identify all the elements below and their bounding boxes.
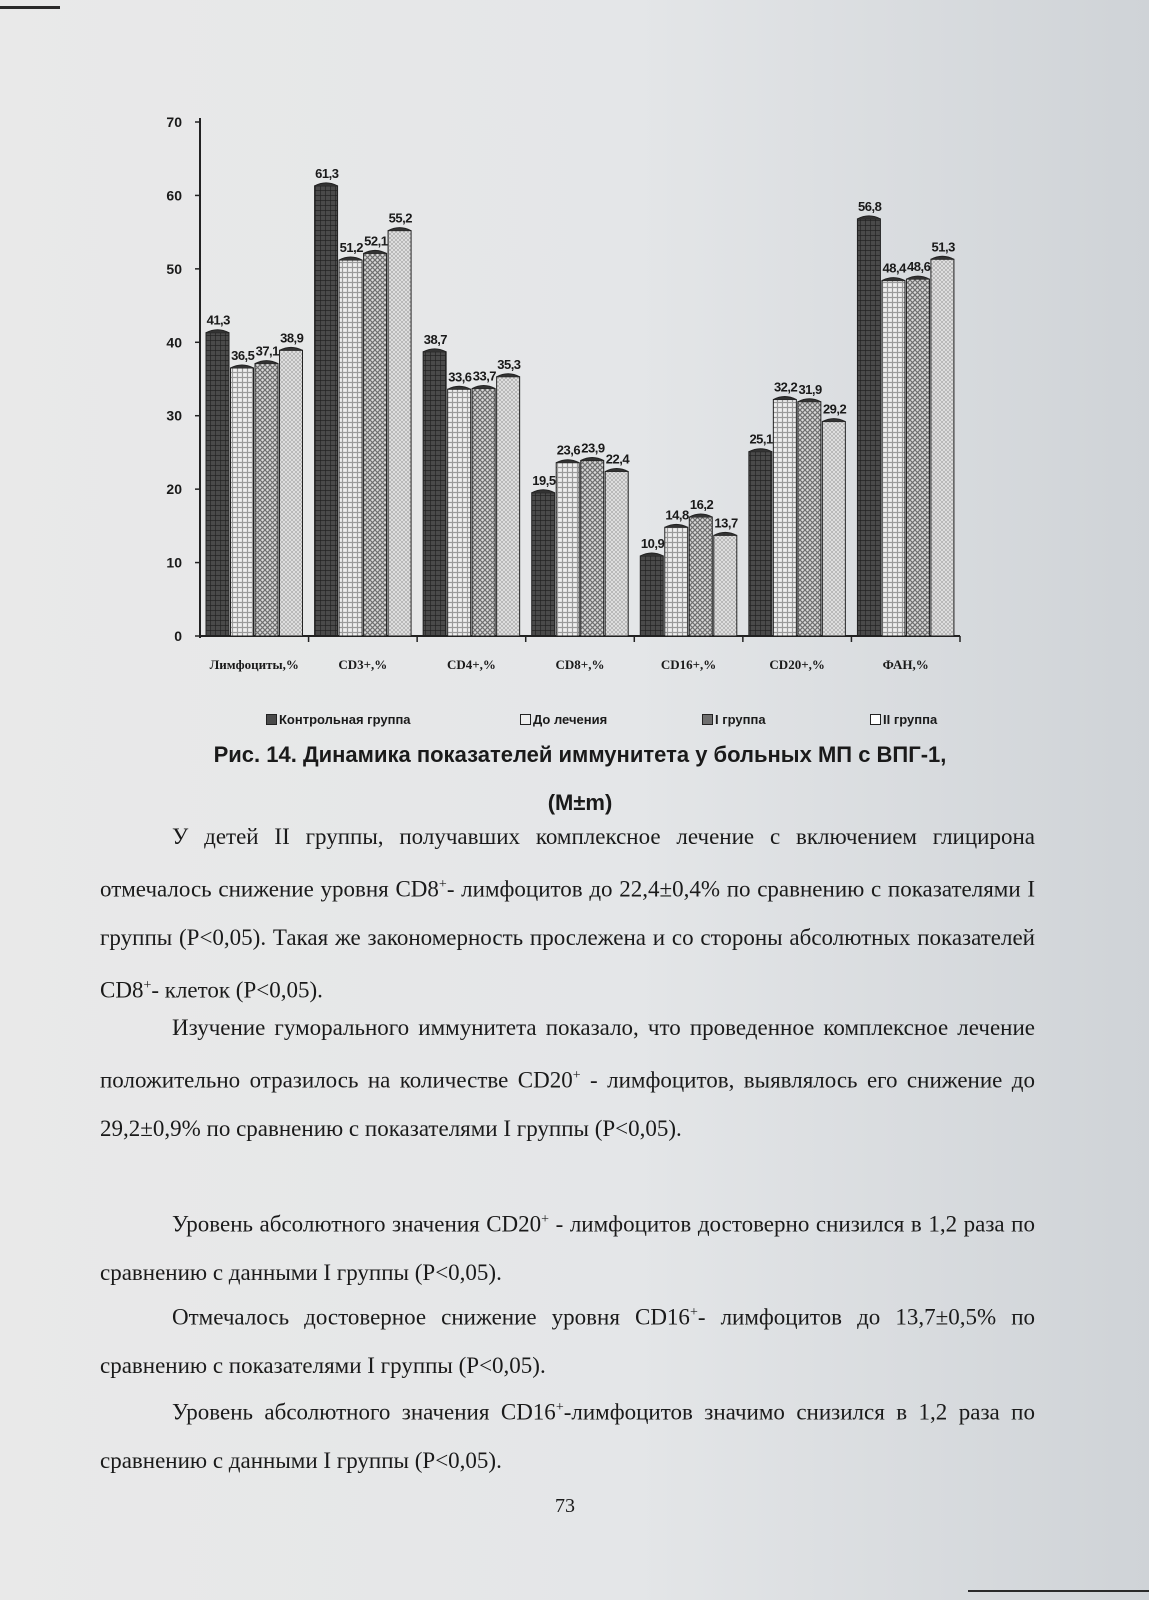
data-label-0-1: 36,5 <box>231 347 255 363</box>
bar-top-5-0 <box>749 449 772 452</box>
bar-top-4-0 <box>640 553 663 556</box>
p4-sup: + <box>689 1305 698 1320</box>
data-label-6-0: 56,8 <box>858 198 882 214</box>
bar-0-1 <box>231 368 254 636</box>
bar-6-2 <box>906 279 929 636</box>
bar-top-4-2 <box>689 514 712 517</box>
bar-1-0 <box>315 186 338 636</box>
paragraph-3 <box>100 1196 1035 1297</box>
paragraph-4 <box>100 1289 1035 1390</box>
bar-0-0 <box>206 333 229 636</box>
bar-1-2 <box>364 253 387 636</box>
category-label-6: ФАН,% <box>882 657 929 672</box>
y-tick-label-1: 10 <box>166 554 182 571</box>
bar-top-2-2 <box>472 386 495 389</box>
p5-text-a: Уровень абсолютного значения CD16 <box>172 1399 556 1425</box>
figure-caption: Рис. 14. Динамика показателей иммунитета у больных МП с ВПГ-1, <box>213 742 947 767</box>
category-label-3: CD8+,% <box>555 657 605 672</box>
bar-top-1-3 <box>388 228 411 231</box>
data-label-3-2: 23,9 <box>581 440 605 456</box>
bar-top-4-3 <box>714 532 737 535</box>
bar-0-3 <box>280 350 303 636</box>
bar-top-5-3 <box>822 419 845 422</box>
data-label-0-2: 37,1 <box>255 343 279 359</box>
data-label-3-3: 22,4 <box>605 451 630 467</box>
bar-1-1 <box>339 260 362 636</box>
bar-top-1-2 <box>364 250 387 253</box>
bar-top-1-1 <box>339 257 362 260</box>
bar-4-2 <box>689 517 712 636</box>
bar-5-0 <box>749 452 772 636</box>
data-label-1-0: 61,3 <box>315 165 339 181</box>
chart-legend <box>0 712 1149 732</box>
bar-2-0 <box>423 352 446 636</box>
y-tick-label-4: 40 <box>166 334 182 351</box>
p2-text-b: - лимфоцитов, выявлялось его снижение до 29,2±0,9% по сравнению с показателями I группы (P<0,05). <box>100 1067 1035 1141</box>
bar-3-2 <box>581 461 604 636</box>
bar-top-5-2 <box>798 399 821 402</box>
p1-text-a: У детей II группы, получавших комплексное лечение с включением глицирона отмечалось снижение уровня CD8 <box>100 824 1035 902</box>
bar-top-3-2 <box>581 458 604 461</box>
y-tick-label-0: 0 <box>174 628 182 644</box>
legend-swatch-before-treatment <box>520 714 531 725</box>
bar-top-3-1 <box>556 460 579 463</box>
bar-0-2 <box>255 364 278 636</box>
legend-label-group-2: II группа <box>883 712 938 727</box>
data-label-5-2: 31,9 <box>798 381 822 397</box>
data-label-2-1: 33,6 <box>448 369 472 385</box>
data-label-5-0: 25,1 <box>749 431 773 447</box>
data-label-4-2: 16,2 <box>689 497 714 513</box>
data-label-1-1: 51,2 <box>339 240 363 256</box>
p3-sup: + <box>541 1212 550 1227</box>
bar-top-0-2 <box>255 361 278 364</box>
data-label-3-1: 23,6 <box>556 442 581 458</box>
data-label-0-3: 38,9 <box>280 330 304 346</box>
legend-item-group-1 <box>702 712 766 727</box>
bar-4-1 <box>665 527 688 636</box>
bar-top-0-1 <box>231 365 254 368</box>
bar-3-3 <box>605 472 628 636</box>
bar-top-3-3 <box>605 469 628 472</box>
data-label-2-3: 35,3 <box>497 356 521 372</box>
legend-swatch-group-2 <box>870 714 881 725</box>
p5-text-b: -лимфоцитов значимо снизился в 1,2 раза по сравнению с данными I группы (P<0,05). <box>100 1399 1035 1473</box>
p3-text-a: Уровень абсолютного значения CD20 <box>172 1211 542 1237</box>
data-label-6-2: 48,6 <box>907 259 931 275</box>
immunity-bar-chart <box>0 0 1149 700</box>
p1-text-c: - клеток (P<0,05). <box>151 977 323 1003</box>
p4-text-b: - лимфоцитов до 13,7±0,5% по сравнению с показателями I группы (P<0,05). <box>100 1304 1036 1378</box>
bar-2-2 <box>472 389 495 636</box>
bar-2-1 <box>448 389 471 636</box>
bar-4-0 <box>640 556 663 636</box>
bar-top-2-3 <box>497 374 520 377</box>
legend-swatch-group-1 <box>702 714 713 725</box>
paragraph-2 <box>100 1004 1035 1153</box>
data-label-2-2: 33,7 <box>472 368 497 384</box>
p2-text-a: Изучение гуморального иммунитета показало, что проведенное комплексное лечение положительно отразилось на количестве CD20 <box>100 1015 1035 1093</box>
bar-top-4-1 <box>665 524 688 527</box>
bar-5-2 <box>798 402 821 636</box>
p3-text-b: - лимфоцитов достоверно снизился в 1,2 раза по сравнению с данными I группы (P<0,05). <box>100 1211 1035 1285</box>
bar-top-6-3 <box>931 256 954 259</box>
bar-top-2-0 <box>423 349 446 352</box>
data-label-0-0: 41,3 <box>206 312 230 328</box>
p2-sup: + <box>572 1068 581 1083</box>
bar-top-3-0 <box>532 490 555 493</box>
y-tick-label-2: 20 <box>166 481 182 498</box>
legend-item-control <box>266 712 411 727</box>
figure-caption-subtitle: (M±m) <box>547 790 613 815</box>
data-label-4-0: 10,9 <box>640 535 665 551</box>
category-label-5: CD20+,% <box>769 657 825 672</box>
data-label-1-2: 52,1 <box>364 233 388 249</box>
y-tick-label-5: 50 <box>166 260 182 277</box>
bar-5-1 <box>773 400 796 636</box>
bar-1-3 <box>388 231 411 636</box>
paragraph-1 <box>100 813 1035 1014</box>
data-label-5-1: 32,2 <box>773 379 798 395</box>
bar-top-6-2 <box>906 276 929 279</box>
bar-3-0 <box>532 493 555 636</box>
bar-4-3 <box>714 535 737 636</box>
bottom-edge-rule <box>968 1590 1149 1592</box>
legend-label-control: Контрольная группа <box>279 712 411 727</box>
category-label-0: Лимфоциты,% <box>209 657 299 672</box>
data-label-5-3: 29,2 <box>822 401 847 417</box>
y-tick-label-6: 60 <box>166 187 182 204</box>
y-tick-label-3: 30 <box>166 407 182 424</box>
bar-6-3 <box>931 259 954 636</box>
legend-item-group-2 <box>870 712 937 727</box>
bar-6-1 <box>882 281 905 636</box>
data-label-3-0: 19,5 <box>532 472 556 488</box>
bar-3-1 <box>556 463 579 636</box>
legend-label-before-treatment: До лечения <box>533 712 608 727</box>
data-label-6-1: 48,4 <box>882 260 906 276</box>
legend-label-group-1: I группа <box>715 712 766 727</box>
bar-top-0-3 <box>280 347 303 350</box>
data-label-4-3: 13,7 <box>714 515 738 531</box>
data-label-1-3: 55,2 <box>388 210 412 226</box>
p5-sup: + <box>555 1400 564 1415</box>
bar-top-0-0 <box>206 330 229 333</box>
bar-6-0 <box>857 219 880 636</box>
bar-top-6-0 <box>857 216 880 219</box>
data-label-2-0: 38,7 <box>423 331 448 347</box>
category-label-4: CD16+,% <box>660 657 717 672</box>
bar-top-2-1 <box>448 386 471 389</box>
bar-top-6-1 <box>882 278 905 281</box>
category-label-1: CD3+,% <box>338 657 388 672</box>
page-number: 73 <box>555 1495 575 1517</box>
data-label-6-3: 51,3 <box>931 239 955 255</box>
y-tick-label-7: 70 <box>166 114 182 130</box>
bar-5-3 <box>822 422 845 636</box>
p1-sup-1: + <box>438 877 447 892</box>
bar-top-5-1 <box>773 397 796 400</box>
bar-top-1-0 <box>315 183 338 186</box>
legend-item-before-treatment <box>520 712 607 727</box>
legend-swatch-control <box>266 714 277 725</box>
data-label-4-1: 14,8 <box>665 507 689 523</box>
paragraph-5 <box>100 1384 1035 1485</box>
category-label-2: CD4+,% <box>446 657 496 672</box>
bar-2-3 <box>497 377 520 636</box>
p4-text-a: Отмечалось достоверное снижение уровня CD16 <box>172 1304 690 1330</box>
p1-text-b: - лимфоцитов до 22,4±0,4% по сравнению с показателями I группы (P<0,05). Такая же закономерность прослежена и со стороны абсолютных показателей CD8 <box>100 876 1035 1003</box>
p1-sup-2: + <box>143 977 152 993</box>
